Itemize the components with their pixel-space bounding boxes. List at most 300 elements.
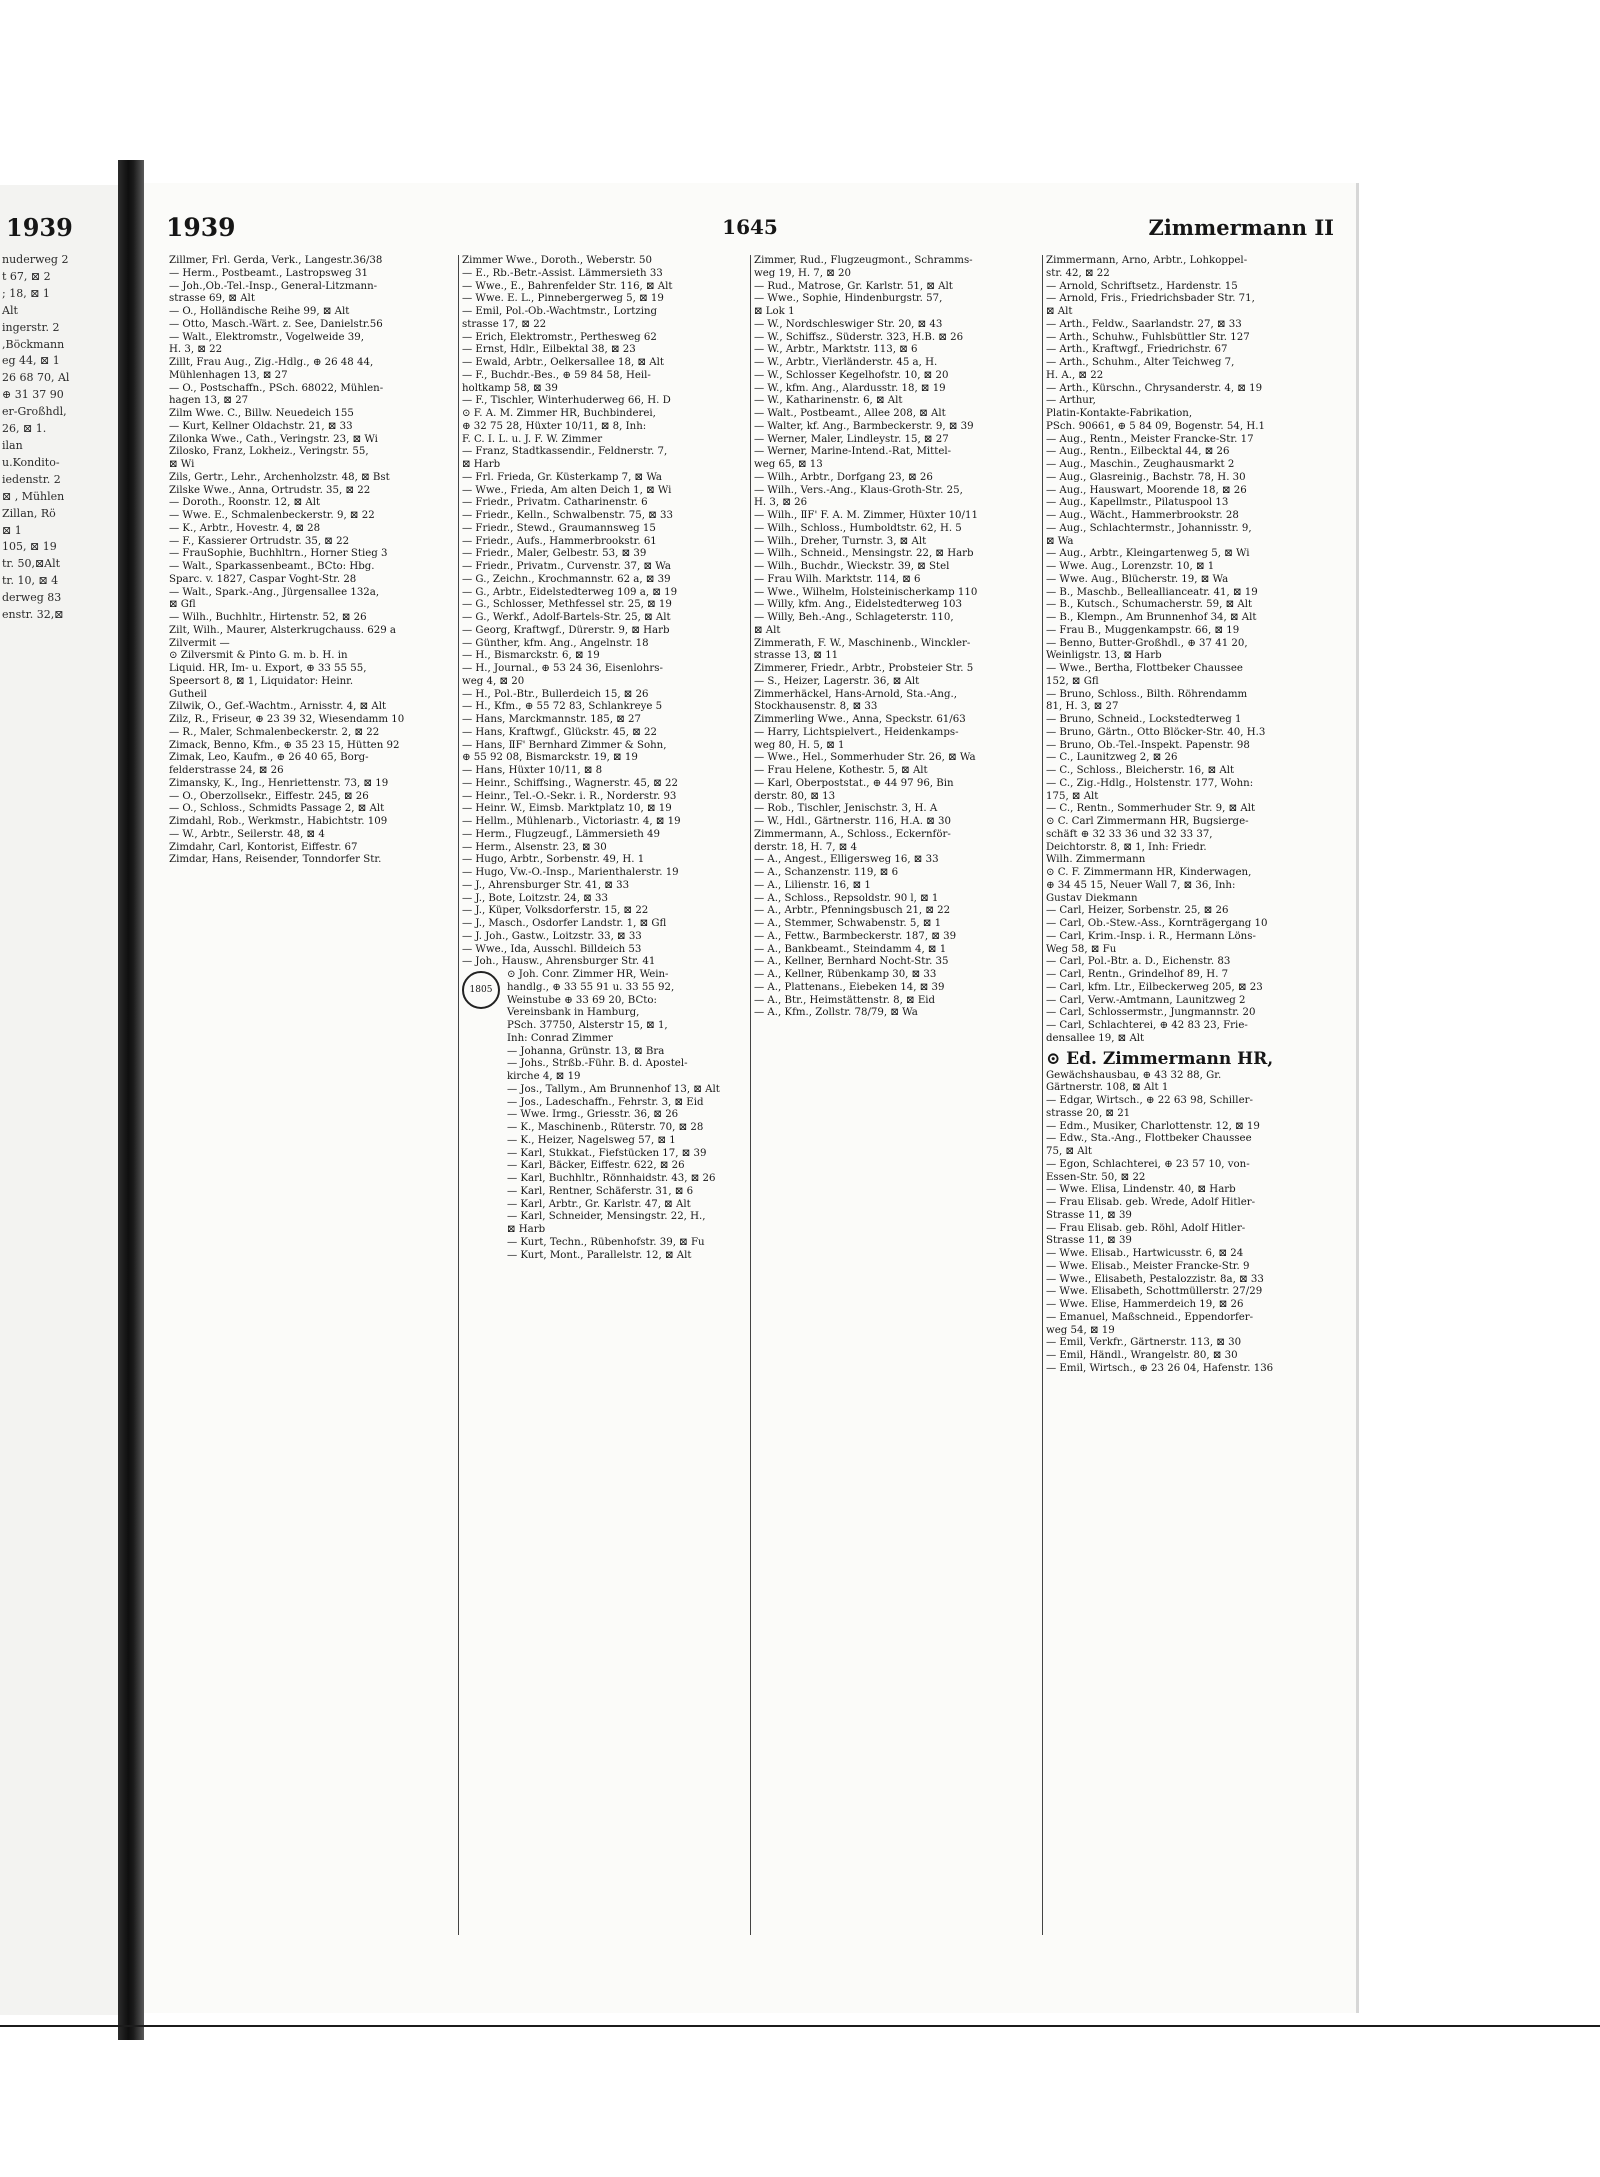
directory-entry: ⊠ Wa — [1046, 535, 1074, 547]
directory-entry: weg 19, H. 7, ⊠ 20 — [754, 267, 852, 279]
directory-entry: Zillan, Rö — [2, 506, 56, 520]
directory-entry: nuderweg 2 — [2, 253, 69, 266]
directory-entry: — Egon, Schlachterei, ⊕ 23 57 10, von- — [1046, 1158, 1250, 1170]
directory-entry: Zimdahr, Carl, Kontorist, Eiffestr. 67 — [169, 841, 358, 853]
directory-entry: — H., Bismarckstr. 6, ⊠ 19 — [462, 650, 600, 662]
directory-entry: — Wwe., Elisabeth, Pestalozzistr. 8a, ⊠ 33 — [1046, 1273, 1264, 1285]
directory-entry: — Carl, Rentn., Grindelhof 89, H. 7 — [1046, 969, 1229, 980]
directory-entry: — H., Journal., ⊕ 53 24 36, Eisenlohrs- — [462, 663, 663, 674]
directory-entry: Zilvermit — — [169, 637, 230, 649]
directory-entry: — S., Heizer, Lagerstr. 36, ⊠ Alt — [754, 675, 920, 687]
directory-entry: Zimdar, Hans, Reisender, Tonndorfer Str. — [169, 854, 382, 866]
directory-entry: — Wwe. Aug., Lorenzstr. 10, ⊠ 1 — [1046, 561, 1215, 572]
directory-entry: Alt — [2, 303, 18, 317]
directory-entry: — Arth., Feldw., Saarlandstr. 27, ⊠ 33 — [1046, 318, 1242, 330]
column-4-entries-after-featured — [1043, 1070, 1321, 1376]
directory-entry: Zilt, Wilh., Maurer, Alsterkrugchauss. 629 a — [169, 624, 396, 636]
directory-entry: — G., Arbtr., Eidelstedterweg 109 a, ⊠ 19 — [462, 586, 678, 598]
directory-entry: — Carl, Krim.-Insp. i. R., Hermann Löns- — [1046, 930, 1256, 942]
directory-entry: kirche 4, ⊠ 19 — [507, 1071, 581, 1082]
wine-merchant-block — [459, 969, 737, 1262]
directory-entry: — Frau Wilh. Marktstr. 114, ⊠ 6 — [754, 573, 921, 585]
directory-entry: — Wilh., Arbtr., Dorfgang 23, ⊠ 26 — [754, 471, 933, 483]
directory-entry: — Aug., Kapellmstr., Pilatuspool 13 — [1046, 497, 1229, 509]
directory-entry: — Wilh., Buchdr., Wieckstr. 39, ⊠ Stel — [754, 561, 950, 572]
directory-entry: — A., Angest., Elligersweg 16, ⊠ 33 — [754, 854, 939, 866]
directory-entry: Zilosko, Franz, Lokheiz., Veringstr. 55, — [169, 446, 369, 458]
directory-entry: — Karl, Arbtr., Gr. Karlstr. 47, ⊠ Alt — [507, 1198, 691, 1210]
directory-entry: — A., Btr., Heimstättenstr. 8, ⊠ Eid — [754, 994, 936, 1006]
directory-entry: — Willy, kfm. Ang., Eidelstedterweg 103 — [754, 599, 962, 611]
directory-entry: derstr. 18, H. 7, ⊠ 4 — [754, 841, 857, 853]
directory-entry: — Hans, Kraftwgf., Glückstr. 45, ⊠ 22 — [462, 726, 657, 738]
directory-entry: — Aug., Rentn., Eilbecktal 44, ⊠ 26 — [1046, 446, 1230, 458]
directory-entry: — Wwe. Elisab., Hartwicusstr. 6, ⊠ 24 — [1046, 1248, 1244, 1259]
directory-entry: — Wwe. E. L., Pinnebergerweg 5, ⊠ 19 — [462, 293, 664, 305]
directory-entry: — K., Maschinenb., Rüterstr. 70, ⊠ 28 — [507, 1122, 704, 1133]
directory-entry: — Wwe., Wilhelm, Holsteinischerkamp 110 — [754, 586, 978, 598]
directory-entry: strasse 20, ⊠ 21 — [1046, 1107, 1131, 1119]
directory-entry: — Doroth., Roonstr. 12, ⊠ Alt — [169, 497, 321, 509]
directory-entry: ⊠ Harb — [507, 1224, 546, 1235]
est-1805-seal-icon: 1805 — [462, 971, 500, 1009]
directory-entry: ⊙ C. Carl Zimmermann HR, Bugsierge- — [1046, 816, 1249, 827]
directory-entry: — J. Joh., Gastw., Loitzstr. 33, ⊠ 33 — [462, 930, 642, 942]
directory-entry: ingerstr. 2 — [2, 320, 60, 334]
directory-entry: — Walt., Elektromstr., Vogelweide 39, — [169, 331, 364, 343]
directory-entry: — Emanuel, Maßschneid., Eppendorfer- — [1046, 1311, 1254, 1323]
directory-entry: — Aug., Schlachtermstr., Johannisstr. 9, — [1046, 522, 1252, 534]
directory-entry: — Wwe. Elisabeth, Schottmüllerstr. 27/29 — [1046, 1286, 1263, 1298]
directory-entry: er-Großhdl, — [2, 405, 67, 419]
directory-entry: — Aug., Glasreinig., Bachstr. 78, H. 30 — [1046, 471, 1246, 483]
directory-entry: — Herm., Postbeamt., Lastropsweg 31 — [169, 267, 368, 279]
directory-entry: ⊕ 55 92 08, Bismarckstr. 19, ⊠ 19 — [462, 752, 638, 764]
directory-entry: Gutheil — [169, 688, 207, 700]
directory-entry: H. 3, ⊠ 22 — [169, 344, 223, 356]
directory-entry: ⊠ 1 — [2, 523, 22, 537]
directory-entry: — Friedr., Aufs., Hammerbrookstr. 61 — [462, 535, 657, 547]
directory-entry: — Wwe. Irmg., Griesstr. 36, ⊠ 26 — [507, 1109, 679, 1121]
directory-entry: — A., Bankbeamt., Steindamm 4, ⊠ 1 — [754, 943, 947, 955]
directory-entry: Zimmermann, Arno, Arbtr., Lohkoppel- — [1046, 255, 1248, 266]
directory-entry: — Friedr., Kelln., Schwalbenstr. 75, ⊠ 33 — [462, 510, 673, 521]
column-1-entries — [166, 255, 444, 867]
directory-entry: ⊙ Joh. Conr. Zimmer HR, Wein- — [507, 969, 669, 980]
directory-entry: — Hans, ⅡF' Bernhard Zimmer & Sohn, — [462, 739, 667, 751]
directory-entry: Zimdahl, Rob., Werkmstr., Habichtstr. 109 — [169, 816, 388, 827]
directory-entry: Zilz, R., Friseur, ⊕ 23 39 32, Wiesendamm 10 — [169, 714, 405, 725]
directory-entry: strasse 13, ⊠ 11 — [754, 650, 839, 662]
directory-entry: — Hellm., Mühlenarb., Victoriastr. 4, ⊠ 19 — [462, 816, 681, 827]
directory-entry: ,Böckmann — [2, 337, 65, 351]
directory-entry: — Heinr. W., Eimsb. Marktplatz 10, ⊠ 19 — [462, 803, 672, 815]
directory-entry: — Friedr., Privatm. Catharinenstr. 6 — [462, 497, 648, 509]
directory-entry: tr. 10, ⊠ 4 — [2, 574, 59, 588]
directory-entry: — G., Schlosser, Methfessel str. 25, ⊠ 19 — [462, 599, 672, 611]
directory-entry: — Wilh., Vers.-Ang., Klaus-Groth-Str. 25, — [754, 484, 963, 496]
directory-entry: — Wwe., Ida, Ausschl. Billdeich 53 — [462, 943, 642, 955]
left-page-text — [0, 252, 118, 624]
directory-entry: — Friedr., Maler, Gelbestr. 53, ⊠ 39 — [462, 548, 647, 560]
directory-entry: — Hans, Hüxter 10/11, ⊠ 8 — [462, 765, 603, 776]
directory-entry: — Arth., Kraftwgf., Friedrichstr. 67 — [1046, 344, 1228, 356]
directory-entry: PSch. 37750, Alsterstr 15, ⊠ 1, — [507, 1020, 668, 1031]
directory-entry: Weinligstr. 13, ⊠ Harb — [1046, 650, 1162, 662]
directory-entry: — Karl, Rentner, Schäferstr. 31, ⊠ 6 — [507, 1185, 694, 1197]
directory-entry: ⊙ C. F. Zimmermann HR, Kinderwagen, — [1046, 867, 1252, 878]
directory-entry: — W., kfm. Ang., Alardusstr. 18, ⊠ 19 — [754, 382, 946, 394]
directory-entry: 26 68 70, Al — [2, 371, 70, 385]
directory-entry: weg 54, ⊠ 19 — [1046, 1324, 1115, 1336]
directory-entry: — Aug., Hauswart, Moorende 18, ⊠ 26 — [1046, 484, 1247, 496]
directory-entry: derweg 83 — [2, 591, 62, 605]
directory-entry: — Werner, Marine-Intend.-Rat, Mittel- — [754, 446, 952, 458]
directory-entry: — B., Klempn., Am Brunnenhof 34, ⊠ Alt — [1046, 612, 1257, 623]
directory-entry: — Wilh., ⅡF' F. A. M. Zimmer, Hüxter 10/11 — [754, 510, 978, 521]
column-4-entries — [1043, 255, 1321, 1046]
directory-entry: — Wilh., Buchhltr., Hirtenstr. 52, ⊠ 26 — [169, 612, 367, 623]
directory-entry: Zimansky, K., Ing., Henriettenstr. 73, ⊠ 19 — [169, 777, 389, 789]
column-2-entries-after-emblem — [504, 969, 737, 1262]
directory-entry: Zilm Wwe. C., Billw. Neuedeich 155 — [169, 408, 354, 419]
directory-entry: ⊠ Wi — [169, 459, 195, 470]
directory-entry: — Otto, Masch.-Wärt. z. See, Danielstr.56 — [169, 318, 383, 330]
directory-entry: ⊕ 34 45 15, Neuer Wall 7, ⊠ 36, Inh: — [1046, 879, 1236, 891]
directory-entry: — O., Oberzollsekr., Eiffestr. 245, ⊠ 26 — [169, 790, 369, 802]
directory-entry: eg 44, ⊠ 1 — [2, 354, 60, 368]
directory-entry: holtkamp 58, ⊠ 39 — [462, 382, 558, 394]
column-3-entries — [751, 255, 1029, 1020]
directory-entry: — Wwe. Aug., Blücherstr. 19, ⊠ Wa — [1046, 573, 1229, 585]
directory-entry: — Rob., Tischler, Jenischstr. 3, H. A — [754, 803, 938, 815]
directory-entry: Deichtorstr. 8, ⊠ 1, Inh: Friedr. — [1046, 841, 1207, 853]
directory-entry: weg 80, H. 5, ⊠ 1 — [754, 739, 845, 751]
directory-entry: — Carl, Schlossermstr., Jungmannstr. 20 — [1046, 1007, 1256, 1019]
directory-entry: Gustav Diekmann — [1046, 892, 1138, 904]
directory-entry: iedenstr. 2 — [2, 472, 61, 486]
directory-entry: Inh: Conrad Zimmer — [507, 1032, 613, 1044]
directory-entry: — W., Arbtr., Seilerstr. 48, ⊠ 4 — [169, 828, 325, 840]
directory-entry: — Karl, Buchhltr., Rönnhaidstr. 43, ⊠ 26 — [507, 1173, 716, 1184]
directory-entry: t 67, ⊠ 2 — [2, 269, 51, 283]
directory-entry: — Carl, kfm. Ltr., Eilbeckerweg 205, ⊠ 23 — [1046, 981, 1263, 993]
directory-entry: — Jos., Tallym., Am Brunnenhof 13, ⊠ Alt — [507, 1083, 720, 1095]
directory-entry: — A., Arbtr., Pfenningsbusch 21, ⊠ 22 — [754, 905, 951, 917]
directory-entry: — Georg, Kraftwgf., Dürerstr. 9, ⊠ Harb — [462, 624, 670, 636]
directory-entry: — Wwe. E., Schmalenbeckerstr. 9, ⊠ 22 — [169, 510, 375, 521]
directory-entry: — A., Kellner, Rübenkamp 30, ⊠ 33 — [754, 969, 937, 980]
scan-bottom-edge — [0, 2025, 1600, 2027]
directory-entry: — Wilh., Schneid., Mensingstr. 22, ⊠ Harb — [754, 548, 974, 560]
column-1 — [166, 255, 444, 1935]
directory-entry: — Friedr., Stewd., Graumannsweg 15 — [462, 522, 656, 534]
directory-entry: Gewächshausbau, ⊕ 43 32 88, Gr. — [1046, 1069, 1222, 1081]
directory-entry: — A., Stemmer, Schwabenstr. 5, ⊠ 1 — [754, 918, 942, 929]
directory-entry: weg 4, ⊠ 20 — [462, 675, 525, 687]
directory-entry: Zimak, Leo, Kaufm., ⊕ 26 40 65, Borg- — [169, 752, 369, 764]
directory-entry: — Carl, Verw.-Amtmann, Launitzweg 2 — [1046, 994, 1246, 1006]
directory-entry: — Hugo, Arbtr., Sorbenstr. 49, H. 1 — [462, 854, 645, 866]
directory-entry: Zillt, Frau Aug., Zig.-Hdlg., ⊕ 26 48 44, — [169, 357, 374, 368]
directory-entry: — J., Küper, Volksdorferstr. 15, ⊠ 22 — [462, 905, 649, 917]
directory-entry: Platin-Kontakte-Fabrikation, — [1046, 408, 1193, 419]
directory-entry: — B., Kutsch., Schumacherstr. 59, ⊠ Alt — [1046, 599, 1253, 611]
directory-entry: — Carl, Ob.-Stew.-Ass., Kornträgergang 10 — [1046, 918, 1268, 929]
directory-entry: — Wwe., Hel., Sommerhuder Str. 26, ⊠ Wa — [754, 752, 976, 764]
directory-entry: Gärtnerstr. 108, ⊠ Alt 1 — [1046, 1082, 1169, 1094]
directory-entry: — Wwe. Elisa, Lindenstr. 40, ⊠ Harb — [1046, 1184, 1236, 1196]
directory-entry: — O., Holländische Reihe 99, ⊠ Alt — [169, 306, 350, 317]
directory-entry: H. 3, ⊠ 26 — [754, 497, 808, 509]
directory-entry: ⊕ 32 75 28, Hüxter 10/11, ⊠ 8, Inh: — [462, 420, 647, 432]
directory-entry: strasse 69, ⊠ Alt — [169, 293, 255, 305]
directory-entry: — Arth., Schuhw., Fuhlsbüttler Str. 127 — [1046, 331, 1250, 343]
directory-entry: — A., Fettw., Barmbeckerstr. 187, ⊠ 39 — [754, 930, 957, 942]
directory-entry: ⊠ Lok 1 — [754, 306, 795, 317]
directory-entry: — Aug., Maschin., Zeughausmarkt 2 — [1046, 459, 1235, 470]
directory-entry: felderstrasse 24, ⊠ 26 — [169, 765, 284, 776]
directory-entry: — Wwe., Sophie, Hindenburgstr. 57, — [754, 293, 943, 305]
directory-entry: — C., Schloss., Bleicherstr. 16, ⊠ Alt — [1046, 765, 1235, 776]
directory-entry: — Carl, Schlachterei, ⊕ 42 83 23, Frie- — [1046, 1020, 1248, 1031]
directory-entry: str. 42, ⊠ 22 — [1046, 267, 1110, 279]
directory-entry: — Kurt, Techn., Rübenhofstr. 39, ⊠ Fu — [507, 1236, 705, 1248]
directory-entry: — Bruno, Gärtn., Otto Blöcker-Str. 40, H.3 — [1046, 726, 1266, 738]
directory-entry: — Ernst, Hdlr., Eilbektal 38, ⊠ 23 — [462, 344, 636, 356]
directory-entry: — A., Schloss., Repsoldstr. 90 l, ⊠ 1 — [754, 892, 939, 904]
directory-entry: — Günther, kfm. Ang., Angelnstr. 18 — [462, 637, 649, 649]
directory-entry: — W., Katharinenstr. 6, ⊠ Alt — [754, 395, 903, 407]
directory-entry: Zillmer, Frl. Gerda, Verk., Langestr.36/38 — [169, 255, 383, 266]
directory-entry: — R., Maler, Schmalenbeckerstr. 2, ⊠ 22 — [169, 726, 380, 738]
directory-entry: — C., Launitzweg 2, ⊠ 26 — [1046, 752, 1178, 764]
directory-entry: — W., Arbtr., Vierländerstr. 45 a, H. — [754, 357, 938, 368]
directory-entry: — Rud., Matrose, Gr. Karlstr. 51, ⊠ Alt — [754, 280, 953, 292]
column-4 — [1042, 255, 1321, 1935]
directory-entry: — O., Schloss., Schmidts Passage 2, ⊠ Alt — [169, 803, 385, 815]
directory-entry: Liquid. HR, Im- u. Export, ⊕ 33 55 55, — [169, 663, 367, 674]
directory-entry: — Johanna, Grünstr. 13, ⊠ Bra — [507, 1045, 665, 1057]
directory-entry: — Bruno, Schloss., Bilth. Röhrendamm — [1046, 688, 1248, 700]
directory-entry: Weinstube ⊕ 33 69 20, BCto: — [507, 994, 657, 1006]
column-2-entries — [459, 255, 737, 969]
directory-entry: — K., Heizer, Nagelsweg 57, ⊠ 1 — [507, 1134, 676, 1146]
directory-entry: — Emil, Wirtsch., ⊕ 23 26 04, Hafenstr. 136 — [1046, 1362, 1274, 1374]
directory-entry: — Herm., Alsenstr. 23, ⊠ 30 — [462, 841, 607, 853]
directory-entry: — Frl. Frieda, Gr. Küsterkamp 7, ⊠ Wa — [462, 471, 662, 483]
directory-entry: — Frau Elisab. geb. Wrede, Adolf Hitler- — [1046, 1197, 1256, 1208]
directory-entry: — G., Zeichn., Krochmannstr. 62 a, ⊠ 39 — [462, 573, 671, 585]
directory-entry: hagen 13, ⊠ 27 — [169, 395, 249, 407]
directory-entry: — Wwe., E., Bahrenfelder Str. 116, ⊠ Alt — [462, 280, 673, 292]
directory-entry: Zimmermann, A., Schloss., Eckernför- — [754, 828, 951, 840]
directory-entry: Strasse 11, ⊠ 39 — [1046, 1209, 1132, 1221]
directory-entry: — Wwe. Elisab., Meister Francke-Str. 9 — [1046, 1260, 1250, 1272]
featured-entry: ⊙ Ed. Zimmermann HR, — [1046, 1048, 1274, 1069]
directory-entry: ⊙ F. A. M. Zimmer HR, Buchbinderei, — [462, 408, 656, 419]
directory-entry: — Walt., Postbeamt., Allee 208, ⊠ Alt — [754, 408, 946, 419]
directory-entry: — E., Rb.-Betr.-Assist. Lämmersieth 33 — [462, 267, 663, 279]
directory-entry: Essen-Str. 50, ⊠ 22 — [1046, 1171, 1146, 1183]
directory-entry: ilan — [2, 438, 23, 452]
directory-entry: — Arnold, Schriftsetz., Hardenstr. 15 — [1046, 280, 1238, 292]
directory-entry: — Arth., Kürschn., Chrysanderstr. 4, ⊠ 19 — [1046, 382, 1263, 394]
directory-entry: Zilske Wwe., Anna, Ortrudstr. 35, ⊠ 22 — [169, 484, 371, 496]
directory-entry: — Arth., Schuhm., Alter Teichweg 7, — [1046, 357, 1235, 368]
directory-entry: H. A., ⊠ 22 — [1046, 369, 1104, 381]
column-2 — [458, 255, 737, 1935]
directory-entry: — Karl, Bäcker, Eiffestr. 622, ⊠ 26 — [507, 1160, 685, 1172]
directory-entry: — Hugo, Vw.-O.-Insp., Marienthalerstr. 19 — [462, 867, 679, 878]
directory-entry: — Aug., Rentn., Meister Francke-Str. 17 — [1046, 433, 1254, 445]
directory-entry: schäft ⊕ 32 33 36 und 32 33 37, — [1046, 828, 1213, 840]
directory-entry: — F., Buchdr.-Bes., ⊕ 59 84 58, Heil- — [462, 369, 651, 381]
directory-entry: — A., Kellner, Bernhard Nocht-Str. 35 — [754, 956, 949, 968]
directory-entry: — Edw., Sta.-Ang., Flottbeker Chaussee — [1046, 1133, 1252, 1145]
directory-entry: Zilwik, O., Gef.-Wachtm., Arnisstr. 4, ⊠ Alt — [169, 701, 387, 713]
directory-entry: — Walt., Sparkassenbeamt., BCto: Hbg. — [169, 561, 375, 572]
directory-entry: Zimmerling Wwe., Anna, Speckstr. 61/63 — [754, 714, 966, 725]
directory-entry: strasse 17, ⊠ 22 — [462, 318, 547, 330]
running-title: Zimmermann II — [1148, 215, 1334, 240]
directory-entry: 152, ⊠ Gfl — [1046, 675, 1099, 687]
directory-entry: — Emil, Pol.-Ob.-Wachtmstr., Lortzing — [462, 306, 658, 317]
directory-entry: — A., Schanzenstr. 119, ⊠ 6 — [754, 867, 899, 878]
directory-entry: 105, ⊠ 19 — [2, 540, 57, 554]
directory-entry: — Joh., Hausw., Ahrensburger Str. 41 — [462, 956, 656, 968]
directory-entry: — Frau B., Muggenkampstr. 66, ⊠ 19 — [1046, 624, 1240, 636]
page-year: 1939 — [166, 213, 236, 242]
directory-entry: — Frau Elisab. geb. Röhl, Adolf Hitler- — [1046, 1222, 1246, 1234]
directory-entry: — H., Kfm., ⊕ 55 72 83, Schlankreye 5 — [462, 701, 663, 713]
directory-entry: Zimmerer, Friedr., Arbtr., Probsteier Str. 5 — [754, 663, 974, 674]
directory-entry: — B., Maschb., Belleallianceatr. 41, ⊠ 19 — [1046, 586, 1258, 598]
directory-entry: Zimack, Benno, Kfm., ⊕ 35 23 15, Hütten 92 — [169, 739, 400, 751]
directory-entry: — W., Schlosser Kegelhofstr. 10, ⊠ 20 — [754, 369, 949, 381]
directory-entry: — Kurt, Kellner Oldachstr. 21, ⊠ 33 — [169, 420, 353, 432]
directory-entry: — W., Arbtr., Marktstr. 113, ⊠ 6 — [754, 344, 918, 356]
page-header — [166, 213, 1334, 247]
directory-entry: u.Kondito- — [2, 455, 60, 469]
directory-entry: Mühlenhagen 13, ⊠ 27 — [169, 369, 288, 381]
directory-entry: — Walter, kf. Ang., Barmbeckerstr. 9, ⊠ 39 — [754, 420, 974, 432]
directory-entry: Zimmerath, F. W., Maschinenb., Winckler- — [754, 637, 971, 649]
directory-entry: Weg 58, ⊠ Fu — [1046, 943, 1117, 955]
directory-entry: — Edgar, Wirtsch., ⊕ 22 63 98, Schiller- — [1046, 1095, 1253, 1106]
directory-entry: 81, H. 3, ⊠ 27 — [1046, 701, 1119, 713]
directory-entry: Zimmerhäckel, Hans-Arnold, Sta.-Ang., — [754, 688, 957, 700]
directory-entry: handlg., ⊕ 33 55 91 u. 33 55 92, — [507, 981, 675, 993]
directory-entry: — Bruno, Schneid., Lockstedterweg 1 — [1046, 714, 1242, 725]
directory-entry: — Walt., Spark.-Ang., Jürgensallee 132a, — [169, 586, 380, 598]
directory-entry: — Karl, Stukkat., Fiefstücken 17, ⊠ 39 — [507, 1147, 707, 1159]
directory-entry: — Carl, Pol.-Btr. a. D., Eichenstr. 83 — [1046, 956, 1231, 968]
directory-entry: — Erich, Elektromstr., Perthesweg 62 — [462, 331, 657, 343]
directory-entry: ⊠ Alt — [1046, 306, 1073, 317]
directory-entry: ⊠ , Mühlen — [2, 489, 65, 503]
directory-entry: ⊙ Zilversmit & Pinto G. m. b. H. in — [169, 650, 348, 662]
directory-entry: — Edm., Musiker, Charlottenstr. 12, ⊠ 19 — [1046, 1120, 1260, 1132]
directory-entry: — A., Kfm., Zollstr. 78/79, ⊠ Wa — [754, 1007, 918, 1019]
directory-entry: densallee 19, ⊠ Alt — [1046, 1032, 1145, 1044]
directory-entry: — A., Lilienstr. 16, ⊠ 1 — [754, 879, 871, 891]
directory-entry: derstr. 80, ⊠ 13 — [754, 790, 836, 802]
directory-entry: Strasse 11, ⊠ 39 — [1046, 1235, 1132, 1247]
directory-entry: — Herm., Flugzeugf., Lämmersieth 49 — [462, 828, 661, 840]
directory-entry: — Harry, Lichtspielvert., Heidenkamps- — [754, 726, 959, 738]
directory-entry: — Kurt, Mont., Parallelstr. 12, ⊠ Alt — [507, 1249, 692, 1261]
directory-entry: — O., Postschaffn., PSch. 68022, Mühlen- — [169, 382, 384, 394]
directory-entry: — Willy, Beh.-Ang., Schlageterstr. 110, — [754, 612, 954, 623]
directory-entry: 75, ⊠ Alt — [1046, 1146, 1092, 1157]
directory-entry: — K., Arbtr., Hovestr. 4, ⊠ 28 — [169, 522, 321, 534]
directory-entry: — Carl, Heizer, Sorbenstr. 25, ⊠ 26 — [1046, 905, 1229, 917]
directory-entry: — Wwe. Elise, Hammerdeich 19, ⊠ 26 — [1046, 1299, 1244, 1310]
directory-entry: — Wwe., Bertha, Flottbeker Chaussee — [1046, 663, 1243, 674]
directory-entry: — Wwe., Frieda, Am alten Deich 1, ⊠ Wi — [462, 484, 672, 496]
directory-entry: — Wilh., Dreher, Turnstr. 3, ⊠ Alt — [754, 535, 927, 547]
directory-entry: — Ewald, Arbtr., Oelkersallee 18, ⊠ Alt — [462, 357, 664, 368]
directory-entry: — G., Werkf., Adolf-Bartels-Str. 25, ⊠ Alt — [462, 612, 671, 623]
directory-entry: — Franz, Stadtkassendir., Feldnerstr. 7, — [462, 446, 668, 458]
directory-entry: — Benno, Butter-Großhdl., ⊕ 37 41 20, — [1046, 637, 1248, 649]
directory-entry: weg 65, ⊠ 13 — [754, 459, 823, 470]
directory-entry: — FrauSophie, Buchhltrn., Horner Stieg 3 — [169, 548, 388, 560]
directory-entry: Zimmer, Rud., Flugzeugmont., Schramms- — [754, 255, 973, 266]
directory-entry: — W., Schiffsz., Süderstr. 323, H.B. ⊠ 26 — [754, 331, 964, 343]
directory-entry: — C., Rentn., Sommerhuder Str. 9, ⊠ Alt — [1046, 803, 1256, 815]
directory-entry: — C., Zig.-Hdlg., Holstenstr. 177, Wohn: — [1046, 777, 1254, 789]
directory-entry: Sparc. v. 1827, Caspar Voght-Str. 28 — [169, 573, 357, 585]
directory-entry: — Emil, Verkfr., Gärtnerstr. 113, ⊠ 30 — [1046, 1337, 1242, 1349]
directory-entry: — Aug., Wächt., Hammerbrookstr. 28 — [1046, 510, 1239, 521]
left-page-fragment — [0, 185, 118, 2015]
directory-entry: Wilh. Zimmermann — [1046, 854, 1146, 866]
directory-entry: — H., Pol.-Btr., Bullerdeich 15, ⊠ 26 — [462, 688, 649, 700]
directory-entry: — Arnold, Fris., Friedrichsbader Str. 71, — [1046, 293, 1255, 305]
directory-entry: ⊠ Alt — [754, 624, 781, 636]
directory-entry: ⊠ Harb — [462, 459, 501, 470]
directory-entry: — F., Tischler, Winterhuderweg 66, H. D — [462, 395, 671, 407]
directory-entry: — J., Ahrensburger Str. 41, ⊠ 33 — [462, 879, 630, 891]
directory-entry: ; 18, ⊠ 1 — [2, 286, 50, 300]
directory-entry: — Johs., Strßb.-Führ. B. d. Apostel- — [507, 1058, 688, 1070]
page-number: 1645 — [722, 215, 778, 239]
directory-entry: — J., Bote, Loitzstr. 24, ⊠ 33 — [462, 892, 608, 904]
directory-entry: — Heinr., Tel.-O.-Sekr. i. R., Norderstr. 93 — [462, 790, 677, 802]
directory-entry: Stockhausenstr. 8, ⊠ 33 — [754, 701, 878, 713]
directory-entry: — Hans, Marckmannstr. 185, ⊠ 27 — [462, 714, 641, 725]
directory-entry: — Arthur, — [1046, 395, 1096, 407]
directory-entry: — Joh.,Ob.-Tel.-Insp., General-Litzmann- — [169, 280, 378, 292]
directory-entry: Speersort 8, ⊠ 1, Liquidator: Heinr. — [169, 675, 354, 687]
directory-entry: — Friedr., Privatm., Curvenstr. 37, ⊠ Wa — [462, 561, 671, 572]
directory-entry: Zils, Gertr., Lehr., Archenholzstr. 48, ⊠ Bst — [169, 471, 390, 483]
directory-entry: ⊠ Gfl — [169, 599, 196, 611]
directory-entry: — W., Nordschleswiger Str. 20, ⊠ 43 — [754, 318, 943, 330]
directory-entry: — W., Hdl., Gärtnerstr. 116, H.A. ⊠ 30 — [754, 816, 952, 827]
directory-entry: — Bruno, Ob.-Tel.-Inspekt. Papenstr. 98 — [1046, 739, 1250, 751]
directory-entry: — Frau Helene, Kothestr. 5, ⊠ Alt — [754, 765, 928, 776]
directory-entry: — Karl, Oberpoststat., ⊕ 44 97 96, Bin — [754, 777, 954, 789]
directory-entry: F. C. I. L. u. J. F. W. Zimmer — [462, 433, 603, 445]
column-3 — [750, 255, 1029, 1935]
directory-entry: ⊕ 31 37 90 — [2, 388, 64, 402]
directory-entry: — J., Masch., Osdorfer Landstr. 1, ⊠ Gfl — [462, 918, 667, 929]
directory-entry: — Heinr., Schiffsing., Wagnerstr. 45, ⊠ 22 — [462, 777, 679, 789]
book-gutter — [118, 160, 144, 2040]
